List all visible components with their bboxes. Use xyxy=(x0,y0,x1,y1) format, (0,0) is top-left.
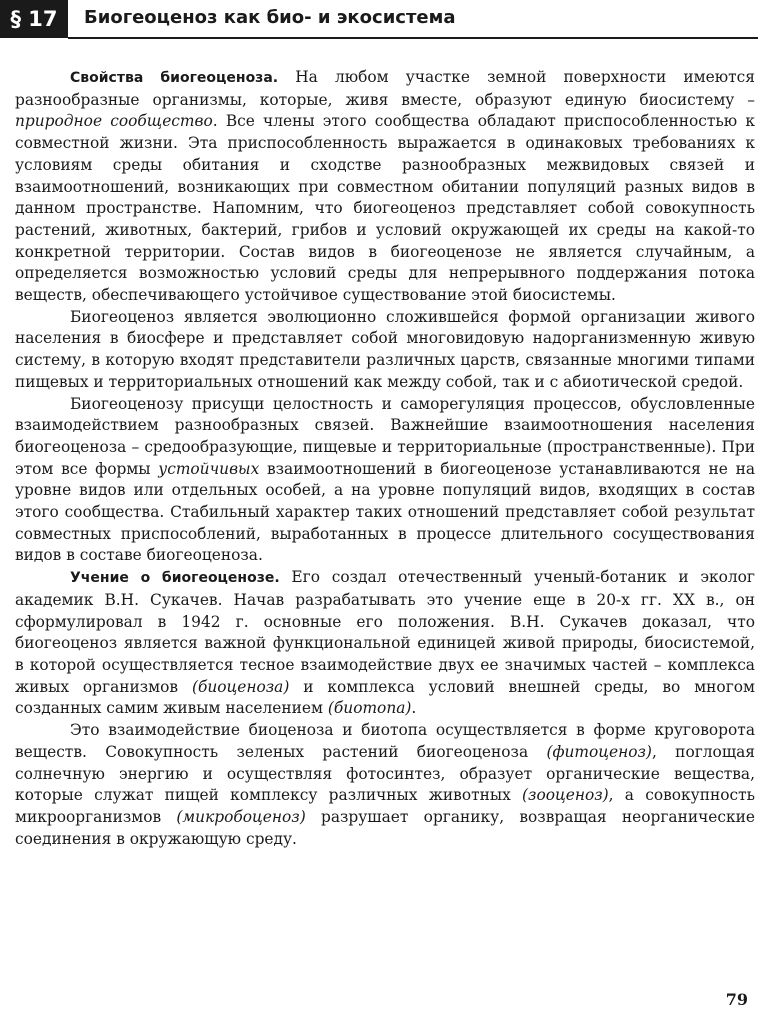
emphasized-term: (фитоценоз) xyxy=(546,742,652,761)
emphasized-term: (биотопа) xyxy=(327,699,412,718)
body-text xyxy=(15,67,755,850)
emphasized-term: (зооценоз) xyxy=(522,786,609,805)
section-title: Биогеоценоз как био- и экосистема xyxy=(84,7,456,28)
paragraph-text: , поглощая солнечную энергию и осуществляя фотосинтез, образует органические вещества, которые служат пищей комплексу различных животных xyxy=(15,742,756,805)
paragraph-text: Биогеоценозу присущи целостность и саморегуляция процессов, обусловленные взаимодействием разнообразных связей. Важнейшие взаимоотношения населения биогеоценоза – средообразующие, пищевые и территориальные (пространственные). При этом все формы xyxy=(15,394,755,478)
paragraph-text: разрушает органику, возвращая неорганические соединения в окружающую среду. xyxy=(15,807,755,848)
lead-heading: Учение о биогеоценозе. xyxy=(70,570,280,587)
paragraph-properties xyxy=(15,67,755,307)
paragraph-text: и комплекса условий внешней среды, во многом созданных самим живым населением xyxy=(15,677,755,718)
header-rule xyxy=(68,37,758,39)
paragraph-text: . Все члены этого сообщества обладают приспособленностью к совместной жизни. Эта приспособленность выражается в одинаковых требованиях к условиям среды обитания и сходстве разнообразных межвидовых связей и взаимоотношений, возникающих при совместном обитании популяций разных видов в данном пространстве. Напомним, что биогеоценоз представляет собой совокупность растений, животных, бактерий, грибов и условий окружающей их среды на какой-то конкретной территории. Состав видов в биогеоценозе не является случайным, а определяется возможностью условий среды для непрерывного поддержания потока веществ, обеспечивающего устойчивое существование этой биосистемы. xyxy=(15,112,755,305)
emphasized-term: устойчивых xyxy=(158,459,260,478)
paragraph-text: Это взаимодействие биоценоза и биотопа осуществляется в форме круговорота веществ. Совокупность зеленых растений биогеоценоза xyxy=(15,721,755,761)
paragraph-text: Его создал отечественный ученый-ботаник и эколог академик В.Н. Сукачев. Начав разрабатывать это учение еще в 20-х гг. XX в., он сформулировал в 1942 г. основные его положения. В.Н. Сукачев доказал, что биогеоценоз является важной функциональной единицей живой природы, биосистемой, в которой осуществляется тесное взаимодействие двух ее значимых частей – комплекса живых организмов xyxy=(15,568,755,696)
paragraph-doctrine xyxy=(15,567,755,720)
emphasized-term: (биоценоза) xyxy=(191,677,290,696)
paragraph-text: , а совокупность микроорганизмов xyxy=(15,786,755,826)
paragraph-cycle xyxy=(15,720,755,850)
emphasized-term: природное сообщество xyxy=(15,112,213,131)
paragraph-text: Биогеоценоз является эволюционно сложившейся формой организации живого населения в биосфере и представляет собой многовидовую надорганизменную живую систему, в которую входят представители различных царств, связанные многими типами пищевых и территориальных отношений как между собой, так и с абиотической средой. xyxy=(15,307,755,391)
lead-heading: Свойства биогеоценоза. xyxy=(70,70,279,86)
paragraph-evolution xyxy=(15,307,755,394)
paragraph-integrity xyxy=(15,394,755,568)
section-number-badge: § 17 xyxy=(0,0,68,38)
paragraph-text: . xyxy=(411,699,417,718)
paragraph-text: На любом участке земной поверхности имеются разнообразные организмы, которые, живя вместе, образуют единую биосистему – xyxy=(15,68,755,109)
page-header xyxy=(0,0,768,40)
paragraph-text: взаимоотношений в биогеоценозе устанавливаются не на уровне видов или отдельных особей, а на уровне популяций видов, входящих в состав этого сообщества. Стабильный характер таких отношений представляет собой результат совместных приспособлений, выработанных в процессе длительного сосуществования видов в составе биогеоценоза. xyxy=(15,459,755,565)
emphasized-term: (микробоценоз) xyxy=(176,807,306,826)
page-number: 79 xyxy=(725,990,748,1009)
